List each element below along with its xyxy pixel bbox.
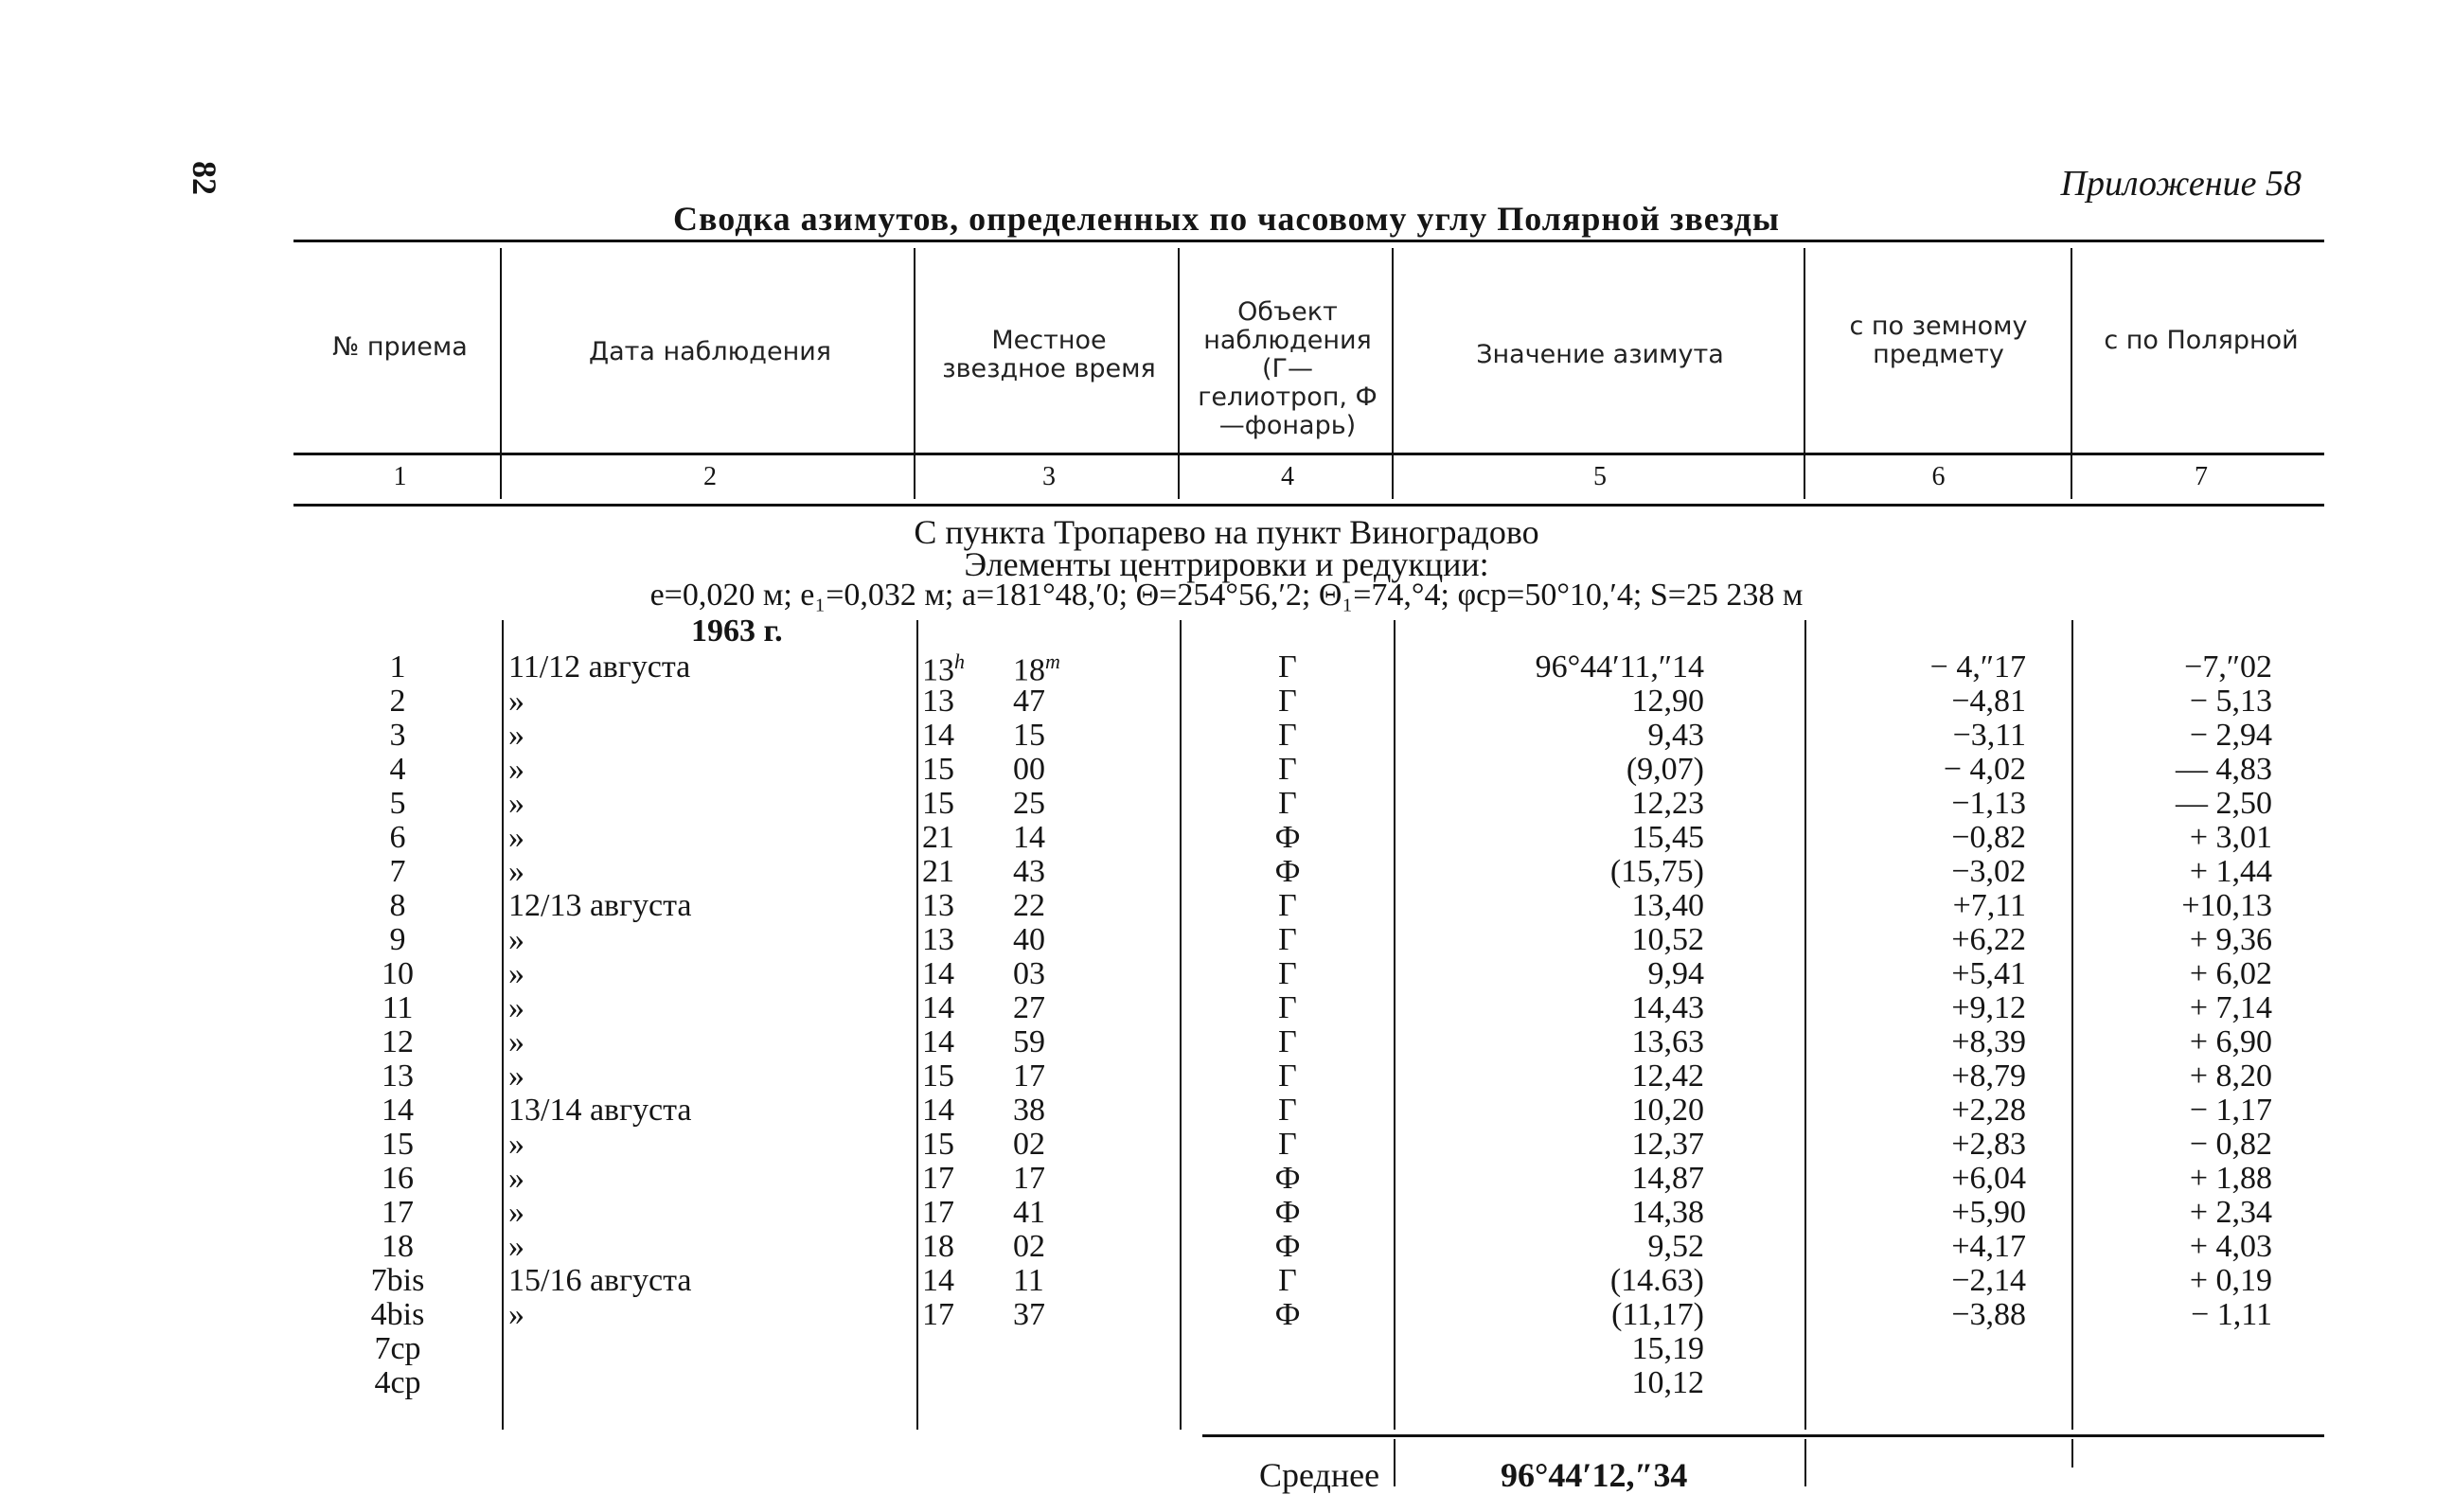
page-number: 82	[186, 161, 223, 195]
column-number: 4	[1281, 462, 1294, 491]
sidereal-minutes-cell: 41	[1013, 1195, 1045, 1230]
azimuth-value-cell: 13,40	[1631, 888, 1704, 923]
table-title: Сводка азимутов, определенных по часовому углу Полярной звезды	[673, 200, 1780, 238]
table-row	[0, 854, 2453, 888]
reception-number-cell: 4	[389, 752, 406, 787]
sidereal-minutes-cell: 59	[1013, 1024, 1045, 1059]
azimuth-value-cell: (9,07)	[1626, 752, 1704, 787]
observation-date-cell: »	[508, 752, 524, 787]
table-row	[0, 718, 2453, 752]
observation-date-cell: »	[508, 820, 524, 855]
sidereal-minutes-cell: 17	[1013, 1161, 1045, 1196]
azimuth-value-cell: 14,87	[1631, 1161, 1704, 1196]
sidereal-hours-cell: 15	[922, 752, 954, 787]
c-ground-object-cell: +4,17	[1951, 1229, 2026, 1264]
azimuth-value-cell: 10,12	[1631, 1365, 1704, 1400]
azimuth-value-cell: 14,38	[1631, 1195, 1704, 1230]
sidereal-minutes-cell: 27	[1013, 990, 1045, 1025]
sidereal-hours-cell: 17	[922, 1161, 954, 1196]
observation-object-cell: Ф	[1274, 820, 1301, 855]
sidereal-minutes-cell: 03	[1013, 956, 1045, 991]
mean-divider	[1804, 1439, 1806, 1486]
reception-number-cell: 7	[389, 854, 406, 889]
c-polaris-cell: + 9,36	[2189, 922, 2272, 957]
sidereal-minutes-cell: 02	[1013, 1127, 1045, 1162]
header-reception-number: № приема	[332, 332, 468, 362]
table-row	[0, 1263, 2453, 1297]
mean-divider	[1394, 1439, 1395, 1486]
azimuth-value-cell: 96°44′11,″14	[1535, 649, 1704, 685]
c-ground-object-cell: +8,79	[1951, 1058, 2026, 1094]
c-polaris-cell: + 6,90	[2189, 1024, 2272, 1059]
reception-number-cell: 17	[382, 1195, 414, 1230]
table-row	[0, 1058, 2453, 1093]
azimuth-value-cell: 12,37	[1631, 1127, 1704, 1162]
column-number: 1	[393, 462, 407, 491]
table-row	[0, 1297, 2453, 1331]
c-polaris-cell: − 0,82	[2189, 1127, 2272, 1162]
header-sidereal-time: Местное звездное время	[942, 326, 1156, 383]
c-ground-object-cell: +5,90	[1951, 1195, 2026, 1230]
header-c-ground-object: c по земному предмету	[1849, 311, 2028, 369]
sidereal-hours-cell: 18	[922, 1229, 954, 1264]
c-ground-object-cell: − 4,″17	[1929, 649, 2026, 685]
sidereal-minutes-cell: 38	[1013, 1093, 1045, 1128]
observation-object-cell: Ф	[1274, 854, 1301, 889]
reception-number-cell: 10	[382, 956, 414, 991]
header-observation-object: Объект наблюдения (Г—гелиотроп, Ф—фонарь)	[1198, 297, 1378, 440]
sidereal-hours-cell: 13	[922, 922, 954, 957]
observation-date-cell: »	[508, 1024, 524, 1059]
c-ground-object-cell: −0,82	[1951, 820, 2026, 855]
azimuth-value-cell: 15,45	[1631, 820, 1704, 855]
c-ground-object-cell: +2,28	[1951, 1093, 2026, 1128]
observation-date-cell: »	[508, 1127, 524, 1162]
reception-number-cell: 12	[382, 1024, 414, 1059]
observation-object-cell: Ф	[1274, 1161, 1301, 1196]
observation-date-cell: »	[508, 1058, 524, 1094]
table-row	[0, 888, 2453, 922]
table-row	[0, 1024, 2453, 1058]
header-divider	[1804, 248, 1805, 499]
column-number: 3	[1042, 462, 1056, 491]
sidereal-hours-cell: 21	[922, 854, 954, 889]
reception-number-cell: 11	[382, 990, 414, 1025]
sidereal-hours-cell: 13$^h$	[922, 649, 965, 688]
c-polaris-cell: +10,13	[2181, 888, 2272, 923]
reception-number-cell: 18	[382, 1229, 414, 1264]
table-row	[0, 1195, 2453, 1229]
reception-number-cell: 4bis	[370, 1297, 425, 1332]
reception-number-cell: 13	[382, 1058, 414, 1094]
c-ground-object-cell: +6,04	[1951, 1161, 2026, 1196]
sidereal-hours-cell: 21	[922, 820, 954, 855]
table-row	[0, 922, 2453, 956]
observation-object-cell: Г	[1278, 1058, 1297, 1094]
c-ground-object-cell: +2,83	[1951, 1127, 2026, 1162]
mean-divider	[2071, 1439, 2073, 1468]
sidereal-hours-cell: 14	[922, 956, 954, 991]
reception-number-cell: 8	[389, 888, 406, 923]
c-ground-object-cell: +8,39	[1951, 1024, 2026, 1059]
observation-object-cell: Г	[1278, 1127, 1297, 1162]
observation-date-cell: 11/12 августа	[508, 649, 691, 685]
sidereal-hours-cell: 15	[922, 786, 954, 821]
mean-label: Среднее	[1259, 1456, 1380, 1494]
hours-unit: h	[954, 649, 965, 673]
azimuth-value-cell: 10,52	[1631, 922, 1704, 957]
azimuth-value-cell: (15,75)	[1609, 854, 1704, 889]
mean-rule	[1202, 1434, 2324, 1437]
sidereal-minutes-cell: 11	[1013, 1263, 1044, 1298]
reception-number-cell: 5	[389, 786, 406, 821]
c-polaris-cell: — 4,83	[2176, 752, 2272, 787]
sidereal-hours-cell: 13	[922, 684, 954, 719]
reception-number-cell: 9	[389, 922, 406, 957]
observation-date-cell: »	[508, 1229, 524, 1264]
sidereal-minutes-cell: 37	[1013, 1297, 1045, 1332]
sidereal-minutes-cell: 43	[1013, 854, 1045, 889]
table-row	[0, 649, 2453, 688]
sidereal-hours-cell: 14	[922, 1093, 954, 1128]
azimuth-value-cell: 9,43	[1647, 718, 1704, 753]
table-row	[0, 990, 2453, 1024]
observation-date-cell: »	[508, 1297, 524, 1332]
section-route: С пункта Тропарево на пункт Виноградово	[914, 513, 1539, 551]
header-divider	[1392, 248, 1394, 499]
sidereal-minutes-cell: 47	[1013, 684, 1045, 719]
table-row	[0, 1365, 2453, 1399]
header-rule	[293, 453, 2324, 455]
observation-date-cell: »	[508, 786, 524, 821]
table-row	[0, 786, 2453, 820]
table-row	[0, 1093, 2453, 1127]
column-number: 7	[2195, 462, 2208, 491]
observation-date-cell: »	[508, 854, 524, 889]
table-row	[0, 820, 2453, 854]
table-row	[0, 956, 2453, 990]
c-polaris-cell: − 1,17	[2189, 1093, 2272, 1128]
c-ground-object-cell: +9,12	[1951, 990, 2026, 1025]
observation-object-cell: Г	[1278, 786, 1297, 821]
c-polaris-cell: − 2,94	[2189, 718, 2272, 753]
c-polaris-cell: + 1,88	[2189, 1161, 2272, 1196]
observation-object-cell: Г	[1278, 888, 1297, 923]
sidereal-hours-cell: 14	[922, 990, 954, 1025]
appendix-label: Приложение 58	[2060, 164, 2302, 204]
c-ground-object-cell: −2,14	[1951, 1263, 2026, 1298]
table-row	[0, 684, 2453, 718]
header-divider	[914, 248, 915, 499]
table-row	[0, 752, 2453, 786]
header-divider	[500, 248, 502, 499]
c-ground-object-cell: −3,02	[1951, 854, 2026, 889]
observation-object-cell: Г	[1278, 752, 1297, 787]
observation-object-cell: Ф	[1274, 1297, 1301, 1332]
sidereal-minutes-cell: 18$^m$	[1013, 649, 1060, 688]
azimuth-value-cell: 9,94	[1647, 956, 1704, 991]
sidereal-hours-cell: 17	[922, 1195, 954, 1230]
azimuth-value-cell: 15,19	[1631, 1331, 1704, 1366]
table-row	[0, 1331, 2453, 1365]
observation-date-cell: »	[508, 990, 524, 1025]
c-polaris-cell: −7,″02	[2184, 649, 2272, 685]
colnum-rule	[293, 504, 2324, 507]
observation-object-cell: Г	[1278, 1024, 1297, 1059]
c-ground-object-cell: −3,88	[1951, 1297, 2026, 1332]
c-ground-object-cell: +5,41	[1951, 956, 2026, 991]
column-number: 6	[1931, 462, 1946, 491]
sidereal-hours-cell: 17	[922, 1297, 954, 1332]
azimuth-value-cell: 14,43	[1631, 990, 1704, 1025]
minutes-unit: m	[1045, 649, 1060, 673]
azimuth-value-cell: 9,52	[1647, 1229, 1704, 1264]
observation-year: 1963 г.	[691, 614, 783, 649]
c-polaris-cell: − 5,13	[2189, 684, 2272, 719]
sidereal-minutes-cell: 02	[1013, 1229, 1045, 1264]
sidereal-hours-cell: 13	[922, 888, 954, 923]
reception-number-cell: 15	[382, 1127, 414, 1162]
header-c-polaris: c по Полярной	[2104, 326, 2299, 355]
observation-date-cell: »	[508, 1195, 524, 1230]
column-number: 5	[1593, 462, 1607, 491]
top-rule	[293, 240, 2324, 242]
reception-number-cell: 4ср	[374, 1365, 421, 1400]
sidereal-minutes-cell: 25	[1013, 786, 1045, 821]
observation-object-cell: Ф	[1274, 1229, 1301, 1264]
c-ground-object-cell: −4,81	[1951, 684, 2026, 719]
header-azimuth-value: Значение азимута	[1476, 340, 1724, 369]
reception-number-cell: 2	[389, 684, 406, 719]
reception-number-cell: 3	[389, 718, 406, 753]
observation-object-cell: Г	[1278, 956, 1297, 991]
azimuth-value-cell: (11,17)	[1611, 1297, 1704, 1332]
observation-object-cell: Г	[1278, 1263, 1297, 1298]
observation-date-cell: »	[508, 956, 524, 991]
c-ground-object-cell: − 4,02	[1943, 752, 2026, 787]
c-ground-object-cell: +7,11	[1952, 888, 2026, 923]
observation-object-cell: Г	[1278, 1093, 1297, 1128]
table-row	[0, 1161, 2453, 1195]
sidereal-hours-cell: 14	[922, 718, 954, 753]
header-observation-date: Дата наблюдения	[588, 337, 832, 366]
c-polaris-cell: + 6,02	[2189, 956, 2272, 991]
observation-date-cell: »	[508, 922, 524, 957]
c-polaris-cell: + 3,01	[2189, 820, 2272, 855]
observation-object-cell: Ф	[1274, 1195, 1301, 1230]
reception-number-cell: 1	[389, 649, 406, 685]
centering-parameters: e=0,020 м; e₁=0,032 м; a=181°48,′0; Θ=254°56,′2; Θ₁=74,°4; φср=50°10,′4; S=25 238 м	[649, 578, 1804, 613]
c-polaris-cell: + 8,20	[2189, 1058, 2272, 1094]
sidereal-hours-cell: 15	[922, 1058, 954, 1094]
c-polaris-cell: + 2,34	[2189, 1195, 2272, 1230]
c-polaris-cell: + 4,03	[2189, 1229, 2272, 1264]
observation-object-cell: Г	[1278, 649, 1297, 685]
observation-date-cell: 13/14 августа	[508, 1093, 692, 1128]
observation-date-cell: 12/13 августа	[508, 888, 692, 923]
azimuth-value-cell: 12,90	[1631, 684, 1704, 719]
observation-object-cell: Г	[1278, 990, 1297, 1025]
sidereal-minutes-cell: 22	[1013, 888, 1045, 923]
reception-number-cell: 14	[382, 1093, 414, 1128]
mean-value: 96°44′12,″34	[1501, 1456, 1688, 1494]
observation-date-cell: »	[508, 1161, 524, 1196]
azimuth-value-cell: 12,23	[1631, 786, 1704, 821]
c-polaris-cell: — 2,50	[2176, 786, 2272, 821]
c-polaris-cell: − 1,11	[2191, 1297, 2272, 1332]
c-polaris-cell: + 0,19	[2189, 1263, 2272, 1298]
table-row	[0, 1229, 2453, 1263]
c-ground-object-cell: +6,22	[1951, 922, 2026, 957]
azimuth-value-cell: 10,20	[1631, 1093, 1704, 1128]
c-ground-object-cell: −3,11	[1952, 718, 2026, 753]
reception-number-cell: 7bis	[370, 1263, 425, 1298]
sidereal-minutes-cell: 40	[1013, 922, 1045, 957]
azimuth-value-cell: 12,42	[1631, 1058, 1704, 1094]
section-elements-label: Элементы центрировки и редукции:	[964, 545, 1489, 583]
header-divider	[2071, 248, 2072, 499]
observation-date-cell: »	[508, 718, 524, 753]
reception-number-cell: 16	[382, 1161, 414, 1196]
sidereal-minutes-cell: 00	[1013, 752, 1045, 787]
azimuth-value-cell: (14.63)	[1609, 1263, 1704, 1298]
observation-object-cell: Г	[1278, 718, 1297, 753]
sidereal-minutes-cell: 17	[1013, 1058, 1045, 1094]
column-number: 2	[703, 462, 717, 491]
c-ground-object-cell: −1,13	[1951, 786, 2026, 821]
c-polaris-cell: + 1,44	[2189, 854, 2272, 889]
c-polaris-cell: + 7,14	[2189, 990, 2272, 1025]
reception-number-cell: 7ср	[374, 1331, 421, 1366]
observation-object-cell: Г	[1278, 922, 1297, 957]
observation-date-cell: »	[508, 684, 524, 719]
observation-date-cell: 15/16 августа	[508, 1263, 692, 1298]
sidereal-minutes-cell: 14	[1013, 820, 1045, 855]
sidereal-minutes-cell: 15	[1013, 718, 1045, 753]
sidereal-hours-cell: 14	[922, 1024, 954, 1059]
observation-object-cell: Г	[1278, 684, 1297, 719]
table-row	[0, 1127, 2453, 1161]
azimuth-value-cell: 13,63	[1631, 1024, 1704, 1059]
sidereal-hours-cell: 14	[922, 1263, 954, 1298]
sidereal-hours-cell: 15	[922, 1127, 954, 1162]
reception-number-cell: 6	[389, 820, 406, 855]
header-divider	[1178, 248, 1180, 499]
